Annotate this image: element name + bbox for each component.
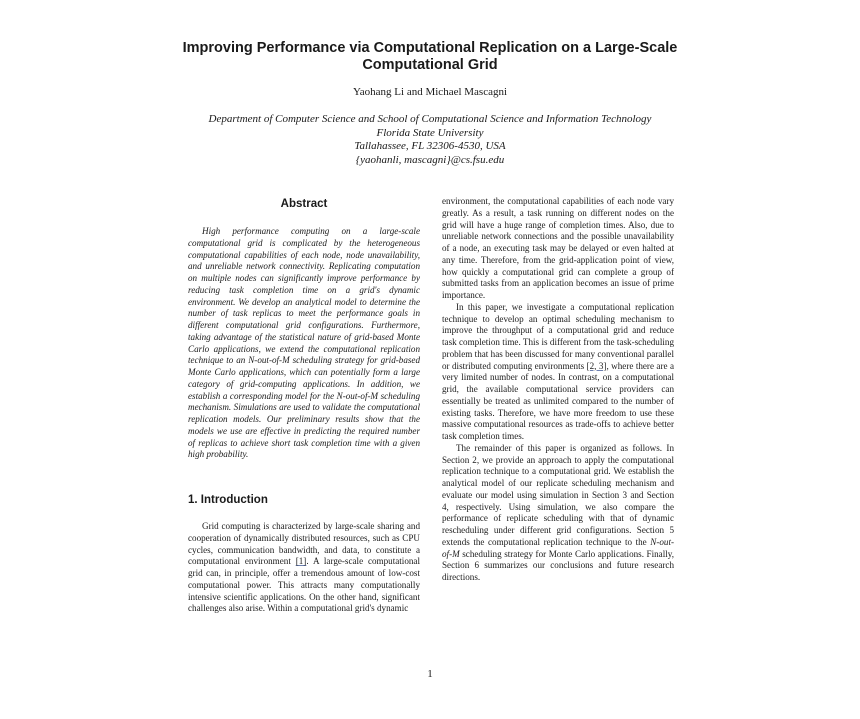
affiliation-email: {yaohanli, mascagni}@cs.fsu.edu [355,153,505,166]
introduction-right-column [442,196,674,584]
abstract-heading: Abstract [280,198,328,210]
affiliation-block [130,113,730,167]
intro-p1-text-a: Grid computing is characterized by large-scale sharing and cooperation of dynamically distributed resources, such as CPU cycles, communication bandwidth, and data, to constitute a computational environment [188,521,420,567]
intro-paragraph-continued: environment, the computational capabilities of each node vary greatly. As a result, a task running on different nodes on the grid will have a huge range of completion times. Also, due to unreliable network connections and the possible unavailability of a node, an executing task may be delayed or even halted at any time. Therefore, from the grid-application point of view, how quickly a computational grid can complete a group of submitted tasks from an application becomes an issue of prime importance. [442,196,674,300]
introduction-heading: 1. Introduction [188,494,268,506]
affiliation-department: Department of Computer Science and School of Computational Science and Information Technology [208,113,652,125]
introduction-left-column [188,521,420,615]
intro-paragraph-2 [442,302,674,443]
intro-p3-text-b: scheduling strategy for Monte Carlo applications. Finally, Section 6 summarizes our conclusions and future research directions. [442,548,674,582]
intro-p3-emphasis: N-out-of-M [442,536,674,559]
abstract-body [188,226,420,461]
abstract-paragraph: High performance computing on a large-scale computational grid is complicated by the heterogeneous computational capabilities of each node, node unavailability, and unreliable network connectivity. Replicating computation on multiple nodes can significantly improve performance by reducing task completion time on a grid's dynamic environment. We develop an analytical model to determine the number of task replicas to meet the performance goals in different computational grid configurations. Furthermore, taking advantage of the statistical nature of grid-based Monte Carlo applications, we extend the computational replication technique to an N-out-of-M scheduling strategy for grid-based Monte Carlo applications, which can potentially form a large category of grid-computing applications. In addition, we establish a corresponding model for the N-out-of-M scheduling mechanism. Simulations are used to validate the computational replication models. Our preliminary results show that the models we use are effective in predicting the required number of replicas to achieve short task completion time with a given high probability. [188,226,420,460]
intro-paragraph-3 [442,443,674,584]
intro-p3-text-a: The remainder of this paper is organized as follows. In Section 2, we provide an approach to apply the computational replication technique to a computational grid. We establish the analytical model of our replicate scheduling mechanism and evaluate our model using simulation in Section 3 and Section 4, respectively. Using simulation, we also compare the performance of replicate scheduling with that of dynamic rescheduling under different grid configurations. Section 5 extends the computational replication technique to the [442,442,674,547]
intro-p2-text-b: , where there are a very limited number of nodes. In contrast, on a computational grid, the available computational service providers can essentially be treated as unlimited compared to the number of existing tasks. Therefore, we have more freedom to use these massive computational resources as trade-offs to achieve better task completion times. [442,360,674,441]
citation-link-1[interactable]: [1] [295,556,307,567]
citation-link-2-3[interactable]: [2, 3] [586,360,607,371]
affiliation-university: Florida State University [376,126,484,139]
intro-p2-text-a: In this paper, we investigate a computational replication technique to develop an optimal scheduling mechanism to improve the throughput of a computational grid and reduce task completion time. This is different from the task-scheduling problem that has been discussed for many conventional parallel or distributed computing environments [442,301,674,371]
affiliation-address: Tallahassee, FL 32306-4530, USA [354,140,506,153]
intro-paragraph-1 [188,521,420,615]
page-number: 1 [427,668,433,680]
intro-p1-text-b: . A large-scale computational grid can, in principle, offer a tremendous amount of low-cost computational power. This attracts many computationally intensive scientific applications. On the other hand, significant challenges also arise. Within a computational grid's dynamic [188,556,420,614]
paper-title: Improving Performance via Computational Replication on a Large-Scale Computational Grid [182,40,678,73]
author-list: Yaohang Li and Michael Mascagni [352,86,508,98]
